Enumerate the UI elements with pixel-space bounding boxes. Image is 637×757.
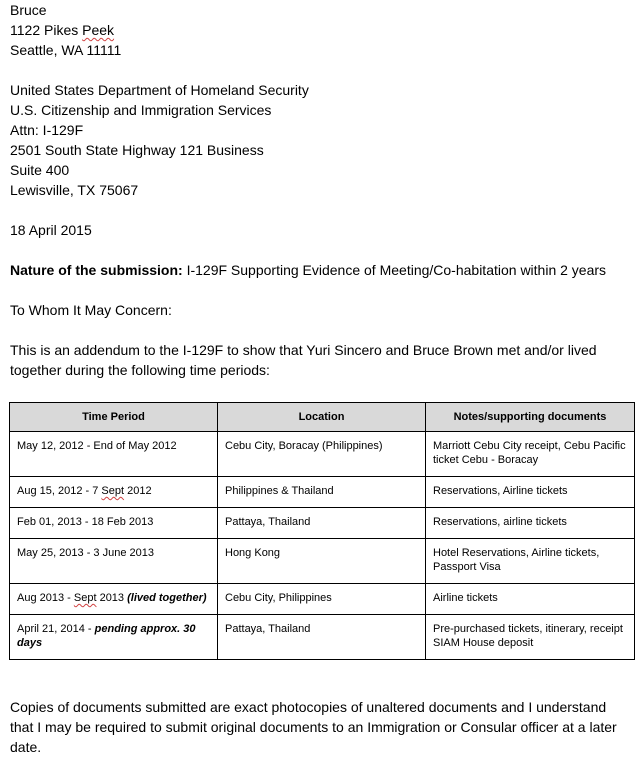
closing-line-2: that I may be required to submit original documents to an Immigration or Consular officer at a later [10, 719, 617, 735]
table-header-row [10, 403, 635, 432]
nature-of-submission [10, 260, 606, 280]
cell-location: Hong Kong [218, 539, 426, 584]
recipient-line-3: Attn: I-129F [10, 122, 84, 138]
header-time-period: Time Period [10, 403, 218, 432]
table-row [10, 539, 635, 584]
period-year: 2012 [124, 485, 152, 497]
cell-notes: Airline tickets [426, 584, 635, 615]
nature-text: I-129F Supporting Evidence of Meeting/Co-habitation within 2 years [186, 262, 607, 278]
cell-time-period [10, 477, 218, 508]
sender-city: Seattle, WA 11111 [10, 42, 122, 58]
cell-notes: Hotel Reservations, Airline tickets, Passport Visa [426, 539, 635, 584]
period-start: Aug 15, 2012 - 7 [17, 485, 102, 497]
cell-location: Cebu City, Philippines [218, 584, 426, 615]
cell-time-period: Feb 01, 2013 - 18 Feb 2013 [10, 508, 218, 539]
cell-notes: Reservations, airline tickets [426, 508, 635, 539]
period-start: April 21, 2014 - [17, 623, 95, 635]
cell-notes: Reservations, Airline tickets [426, 477, 635, 508]
header-location: Location [218, 403, 426, 432]
closing-line-3: date. [10, 739, 42, 755]
sender-name: Bruce [10, 2, 47, 18]
cell-location: Pattaya, Thailand [218, 615, 426, 660]
recipient-line-2: U.S. Citizenship and Immigration Services [10, 102, 272, 118]
header-notes: Notes/supporting documents [426, 403, 635, 432]
cell-time-period: May 12, 2012 - End of May 2012 [10, 432, 218, 477]
table-row [10, 477, 635, 508]
recipient-line-6: Lewisville, TX 75067 [10, 182, 139, 198]
period-note: pending approx. 30 days [17, 623, 196, 649]
nature-label: Nature of the submission: [10, 262, 183, 278]
intro-line-1: This is an addendum to the I-129F to show that Yuri Sincero and Bruce Brown met and/or lived [10, 342, 597, 358]
recipient-line-5: Suite 400 [10, 162, 70, 178]
cell-time-period: May 25, 2013 - 3 June 2013 [10, 539, 218, 584]
sender-street [10, 20, 114, 40]
salutation: To Whom It May Concern: [10, 302, 172, 318]
table-row [10, 432, 635, 477]
period-note: (lived together) [127, 592, 207, 604]
cell-time-period [10, 615, 218, 660]
cell-time-period [10, 584, 218, 615]
period-month: Sept [101, 485, 125, 497]
cell-notes: Pre-purchased tickets, itinerary, receipt SIAM House deposit [426, 615, 635, 660]
intro-line-2: together during the following time periods: [10, 362, 270, 378]
table-row [10, 615, 635, 660]
cell-location: Philippines & Thailand [218, 477, 426, 508]
letter-date: 18 April 2015 [10, 222, 92, 238]
cell-location: Pattaya, Thailand [218, 508, 426, 539]
cell-location: Cebu City, Boracay (Philippines) [218, 432, 426, 477]
recipient-line-1: United States Department of Homeland Security [10, 82, 309, 98]
period-start: Aug 2013 - [17, 592, 74, 604]
table-row [10, 584, 635, 615]
evidence-table [9, 402, 635, 660]
sender-street-name: Peek [82, 22, 115, 38]
sender-street-number: 1122 Pikes [10, 22, 79, 38]
table-row [10, 508, 635, 539]
closing-line-1: Copies of documents submitted are exact photocopies of unaltered documents and I understand [10, 699, 607, 715]
recipient-line-4: 2501 South State Highway 121 Business [10, 142, 264, 158]
cell-notes: Marriott Cebu City receipt, Cebu Pacific ticket Cebu - Boracay [426, 432, 635, 477]
period-month: Sept [73, 592, 97, 604]
period-year: 2013 [96, 592, 128, 604]
